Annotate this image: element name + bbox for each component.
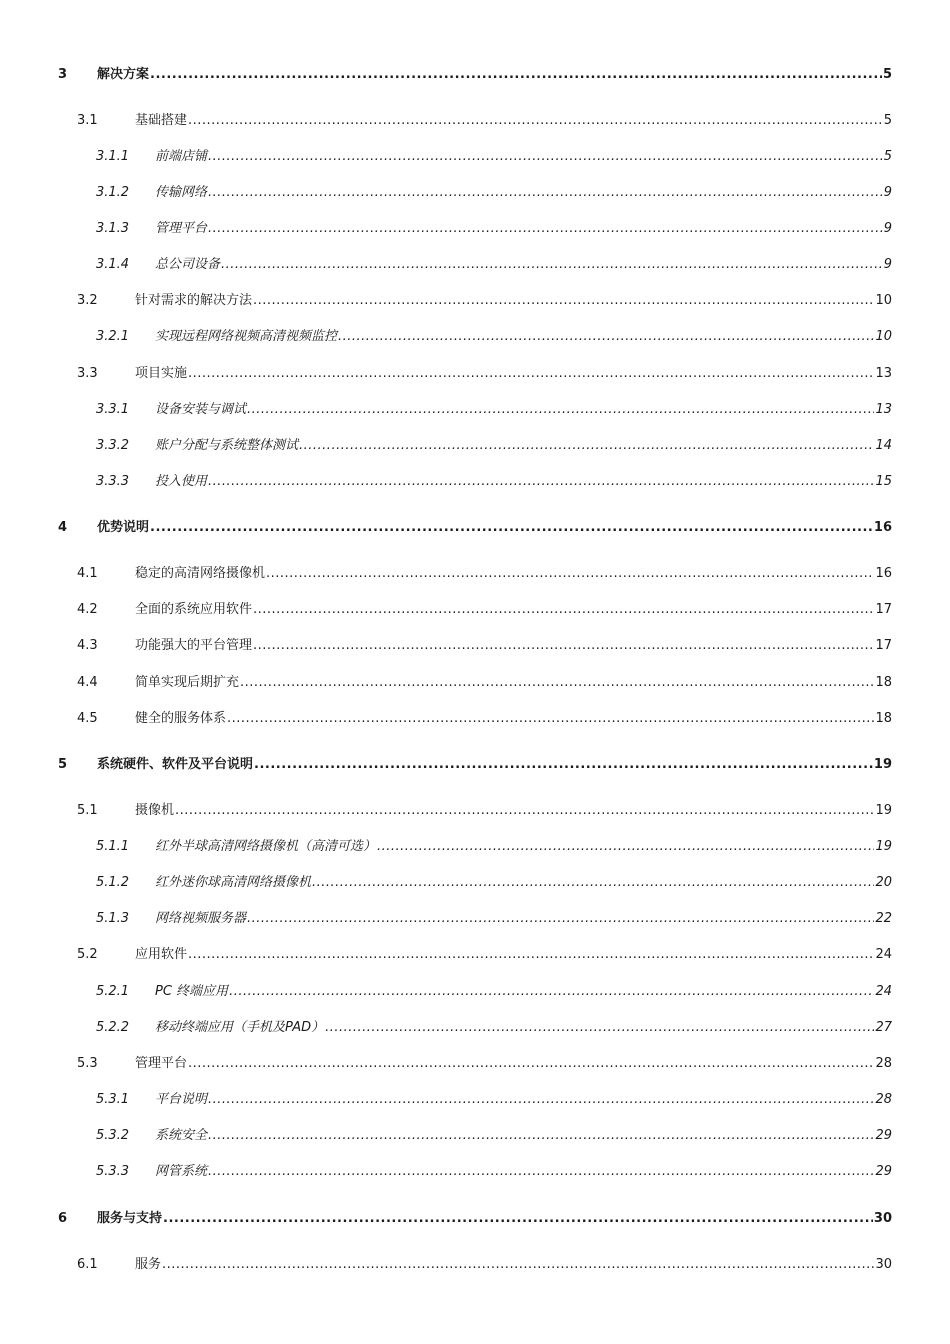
- dot-leader: [221, 256, 883, 274]
- toc-entry-number: 3.1.3: [96, 221, 130, 236]
- toc-entry-number: 3.1.4: [96, 257, 130, 272]
- toc-entry-number: 5.3.1: [96, 1092, 130, 1107]
- toc-entry-number: 5.2.2: [96, 1020, 130, 1035]
- toc-entry-title: 优势说明: [97, 520, 150, 535]
- toc-entry[interactable]: [96, 874, 892, 892]
- toc-entry-page: 28: [875, 1092, 892, 1107]
- dot-leader: [254, 756, 873, 774]
- toc-entry[interactable]: [77, 674, 892, 692]
- dot-leader: [227, 710, 874, 728]
- toc-entry-page: 22: [875, 911, 892, 926]
- toc-entry-number: 6.1: [77, 1257, 98, 1272]
- toc-entry-page: 13: [875, 402, 892, 417]
- toc-entry-page: 5: [883, 149, 892, 164]
- toc-entry-title: 账户分配与系统整体测试: [155, 438, 299, 453]
- toc-entry-title: 管理平台: [135, 1056, 188, 1071]
- toc-entry-title: 平台说明: [155, 1092, 208, 1107]
- toc-entry-number: 5.3.3: [96, 1164, 130, 1179]
- dot-leader: [253, 637, 874, 655]
- toc-entry-title: 稳定的高清网络摄像机: [135, 566, 266, 581]
- toc-entry-title: 健全的服务体系: [135, 711, 227, 726]
- toc-entry-page: 19: [873, 757, 892, 772]
- toc-entry-number: 5.1.2: [96, 875, 130, 890]
- toc-entry-number: 3: [58, 67, 68, 82]
- toc-entry-number: 3.2.1: [96, 329, 130, 344]
- dot-leader: [208, 148, 883, 166]
- toc-entry[interactable]: [58, 519, 892, 537]
- dot-leader: [163, 1210, 873, 1228]
- toc-entry-number: 5.3: [77, 1056, 98, 1071]
- toc-entry-page: 9: [883, 257, 892, 272]
- toc-entry-title: 项目实施: [135, 366, 188, 381]
- toc-entry-page: 18: [875, 711, 892, 726]
- toc-entry[interactable]: [96, 437, 892, 455]
- toc-entry[interactable]: [77, 1055, 892, 1073]
- toc-entry-page: 9: [883, 221, 892, 236]
- toc-entry-page: 16: [873, 520, 892, 535]
- toc-entry-page: 24: [875, 984, 892, 999]
- dot-leader: [162, 1256, 874, 1274]
- toc-entry-number: 3.2: [77, 293, 98, 308]
- toc-entry[interactable]: [77, 946, 892, 964]
- toc-entry-title: PC 终端应用: [155, 984, 229, 999]
- toc-entry-title: 总公司设备: [155, 257, 221, 272]
- toc-entry[interactable]: [77, 601, 892, 619]
- toc-entry-title: 红外迷你球高清网络摄像机: [155, 875, 312, 890]
- toc-entry-number: 4.1: [77, 566, 98, 581]
- dot-leader: [188, 946, 874, 964]
- dot-leader: [229, 983, 874, 1001]
- toc-entry-title: 全面的系统应用软件: [135, 602, 253, 617]
- toc-entry-number: 6: [58, 1211, 68, 1226]
- toc-entry-page: 17: [875, 638, 892, 653]
- toc-entry[interactable]: [58, 1210, 892, 1228]
- toc-entry-number: 4: [58, 520, 68, 535]
- toc-entry[interactable]: [96, 838, 892, 856]
- toc-entry-title: 管理平台: [155, 221, 208, 236]
- toc-entry-title: 功能强大的平台管理: [135, 638, 253, 653]
- toc-entry-number: 3.1.1: [96, 149, 130, 164]
- dot-leader: [150, 519, 873, 537]
- toc-entry-number: 3.3.3: [96, 474, 130, 489]
- dot-leader: [175, 802, 874, 820]
- toc-entry-page: 27: [875, 1020, 892, 1035]
- toc-entry-title: 网管系统: [155, 1164, 208, 1179]
- toc-entry-title: 网络视频服务器: [155, 911, 247, 926]
- dot-leader: [150, 66, 882, 84]
- toc-entry-number: 4.4: [77, 675, 98, 690]
- dot-leader: [240, 674, 874, 692]
- toc-entry-title: 简单实现后期扩充: [135, 675, 240, 690]
- toc-entry-number: 4.2: [77, 602, 98, 617]
- dot-leader: [247, 910, 874, 928]
- toc-entry-title: 前端店铺: [155, 149, 208, 164]
- dot-leader: [188, 1055, 874, 1073]
- toc-entry-page: 29: [875, 1128, 892, 1143]
- toc-entry[interactable]: [77, 710, 892, 728]
- toc-entry-title: 摄像机: [135, 803, 175, 818]
- toc-entry-page: 24: [875, 947, 892, 962]
- dot-leader: [208, 1163, 874, 1181]
- toc-entry-title: 设备安装与调试: [155, 402, 247, 417]
- toc-entry[interactable]: [96, 1019, 892, 1037]
- toc-entry-page: 16: [875, 566, 892, 581]
- toc-entry-number: 5.3.2: [96, 1128, 130, 1143]
- toc-entry[interactable]: [96, 473, 892, 491]
- toc-entry-title: 红外半球高清网络摄像机（高清可选）: [155, 839, 377, 854]
- toc-entry-page: 30: [875, 1257, 892, 1272]
- dot-leader: [208, 1091, 874, 1109]
- toc-entry-page: 14: [875, 438, 892, 453]
- toc-entry-number: 3.3.2: [96, 438, 130, 453]
- dot-leader: [188, 365, 874, 383]
- toc-entry-page: 17: [875, 602, 892, 617]
- toc-entry[interactable]: [96, 184, 892, 202]
- dot-leader: [208, 1127, 874, 1145]
- toc-entry-page: 29: [875, 1164, 892, 1179]
- toc-entry-page: 30: [873, 1211, 892, 1226]
- toc-entry-page: 28: [875, 1056, 892, 1071]
- toc-entry-title: 针对需求的解决方法: [135, 293, 253, 308]
- toc-entry-page: 9: [883, 185, 892, 200]
- toc-entry-title: 传输网络: [155, 185, 208, 200]
- toc-entry-title: 应用软件: [135, 947, 188, 962]
- dot-leader: [266, 565, 874, 583]
- toc-entry[interactable]: [77, 365, 892, 383]
- toc-entry-number: 5.1.3: [96, 911, 130, 926]
- toc-entry-page: 5: [882, 67, 892, 82]
- toc-entry-number: 3.1.2: [96, 185, 130, 200]
- toc-entry-page: 10: [875, 293, 892, 308]
- toc-entry-title: 系统安全: [155, 1128, 208, 1143]
- toc-entry-number: 5.1.1: [96, 839, 130, 854]
- dot-leader: [208, 220, 883, 238]
- toc-entry[interactable]: [96, 220, 892, 238]
- dot-leader: [377, 838, 874, 856]
- dot-leader: [325, 1019, 874, 1037]
- toc-entry[interactable]: [77, 1256, 892, 1274]
- toc-entry-number: 3.1: [77, 113, 98, 128]
- dot-leader: [208, 473, 874, 491]
- toc-entry-title: 服务与支持: [97, 1211, 163, 1226]
- toc-entry-page: 15: [875, 474, 892, 489]
- toc-entry-page: 19: [875, 839, 892, 854]
- toc-entry[interactable]: [77, 637, 892, 655]
- dot-leader: [338, 328, 874, 346]
- toc-entry-page: 13: [875, 366, 892, 381]
- toc-entry-title: 移动终端应用（手机及PAD）: [155, 1020, 325, 1035]
- toc-entry-title: 服务: [135, 1257, 162, 1272]
- toc-entry-number: 3.3.1: [96, 402, 130, 417]
- toc-entry-title: 基础搭建: [135, 113, 188, 128]
- toc-entry-page: 5: [883, 113, 892, 128]
- toc-entry-number: 5.2: [77, 947, 98, 962]
- toc-entry-title: 实现远程网络视频高清视频监控: [155, 329, 338, 344]
- toc-entry-number: 3.3: [77, 366, 98, 381]
- toc-entry-page: 18: [875, 675, 892, 690]
- dot-leader: [208, 184, 883, 202]
- dot-leader: [299, 437, 874, 455]
- toc-entry[interactable]: [77, 112, 892, 130]
- dot-leader: [312, 874, 874, 892]
- toc-entry[interactable]: [96, 401, 892, 419]
- toc-entry[interactable]: [96, 1127, 892, 1145]
- toc-entry-number: 5: [58, 757, 68, 772]
- toc-entry[interactable]: [96, 148, 892, 166]
- toc-entry[interactable]: [96, 1163, 892, 1181]
- dot-leader: [253, 292, 874, 310]
- toc-entry-page: 10: [875, 329, 892, 344]
- toc-entry[interactable]: [96, 328, 892, 346]
- toc-entry-number: 4.3: [77, 638, 98, 653]
- toc-entry-number: 5.1: [77, 803, 98, 818]
- toc-entry-page: 19: [875, 803, 892, 818]
- dot-leader: [253, 601, 874, 619]
- toc-entry[interactable]: [58, 66, 892, 84]
- toc-entry[interactable]: [96, 256, 892, 274]
- toc-entry[interactable]: [77, 292, 892, 310]
- toc-entry-number: 4.5: [77, 711, 98, 726]
- toc-entry[interactable]: [77, 565, 892, 583]
- toc-entry[interactable]: [96, 910, 892, 928]
- toc-entry-title: 系统硬件、软件及平台说明: [97, 757, 254, 772]
- toc-entry-page: 20: [875, 875, 892, 890]
- toc-entry[interactable]: [96, 983, 892, 1001]
- dot-leader: [247, 401, 874, 419]
- toc-entry-title: 投入使用: [155, 474, 208, 489]
- dot-leader: [188, 112, 883, 130]
- toc-entry[interactable]: [77, 802, 892, 820]
- toc-entry-number: 5.2.1: [96, 984, 130, 999]
- toc-entry-title: 解决方案: [97, 67, 150, 82]
- toc-entry[interactable]: [58, 756, 892, 774]
- toc-entry[interactable]: [96, 1091, 892, 1109]
